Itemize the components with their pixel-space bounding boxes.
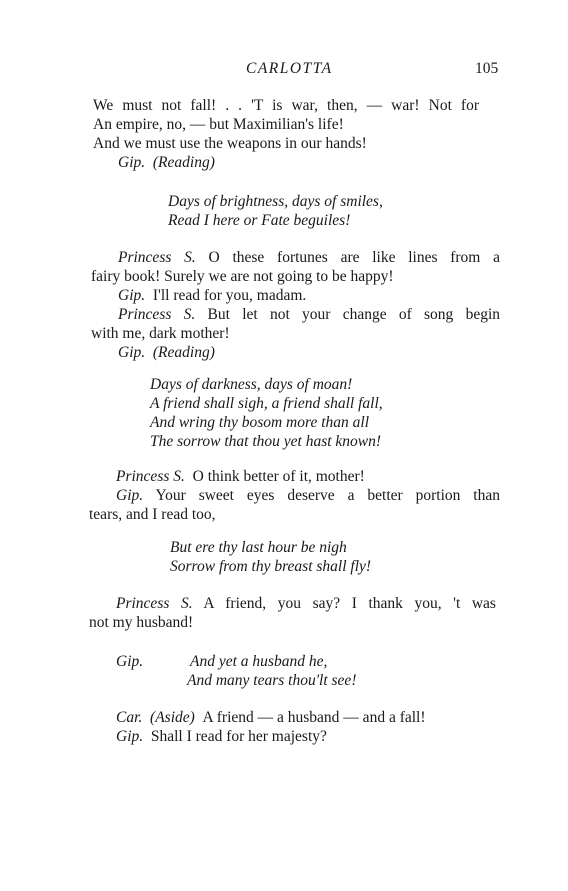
verse-line: An empire, no, — but Maximilian's life! — [93, 116, 344, 133]
verse-line: We must not fall! . . 'T is war, then, — war! Not for — [93, 97, 479, 114]
speech-line — [118, 153, 215, 172]
speech-text: But let not your change of song begin — [207, 306, 501, 323]
speech-line: fairy book! Surely we are not going to be happy! — [91, 268, 394, 285]
song-line: The sorrow that thou yet hast known! — [150, 433, 382, 450]
song-line: And many tears thou'lt see! — [187, 672, 357, 689]
speaker-name: Gip. — [116, 728, 144, 745]
speech-line — [116, 486, 500, 505]
song-line: Days of darkness, days of moan! — [150, 376, 353, 393]
speech-line: tears, and I read too, — [89, 506, 216, 523]
speech-text: I'll read for you, madam. — [152, 287, 307, 304]
song-line: And yet a husband he, — [190, 653, 328, 670]
speaker-name: Princess S. — [116, 468, 185, 485]
speech-line — [116, 727, 327, 746]
song-line: But ere thy last hour be nigh — [170, 539, 347, 556]
speech-line — [116, 594, 496, 613]
speaker-name: Gip. — [116, 653, 144, 670]
speaker-name: Princess S. — [118, 306, 196, 323]
speech-line — [118, 286, 306, 305]
speech-text: A friend — a husband — and a fall! — [202, 709, 426, 726]
speaker-name: Gip. — [116, 487, 144, 504]
speech-text: A friend, you say? I thank you, 't was — [203, 595, 496, 612]
stage-direction: (Aside) — [150, 709, 195, 726]
speaker-name: Gip. — [118, 154, 146, 171]
speaker-name: Princess S. — [118, 249, 196, 266]
speech-text: Your sweet eyes deserve a better portion than — [155, 487, 500, 504]
song-line: Read I here or Fate beguiles! — [168, 212, 351, 229]
stage-direction: (Reading) — [152, 344, 215, 361]
speech-text: Shall I read for her majesty? — [150, 728, 327, 745]
speech-line — [118, 305, 500, 324]
speaker-name: Gip. — [118, 344, 146, 361]
song-line: And wring thy bosom more than all — [150, 414, 370, 431]
speech-text: O think better of it, mother! — [192, 468, 365, 485]
speech-line — [118, 343, 215, 362]
speech-line — [118, 248, 500, 267]
song-line: A friend shall sigh, a friend shall fall, — [150, 395, 383, 412]
song-line: Days of brightness, days of smiles, — [168, 193, 383, 210]
page-number: 105 — [475, 60, 499, 77]
speech-line — [116, 467, 365, 486]
speech-line — [116, 708, 426, 727]
speaker-name: Princess S. — [116, 595, 193, 612]
verse-line: And we must use the weapons in our hands! — [93, 135, 367, 152]
speech-line: with me, dark mother! — [91, 325, 230, 342]
song-line: Sorrow from thy breast shall fly! — [170, 558, 372, 575]
speech-text: O these fortunes are like lines from a — [208, 249, 500, 266]
speech-line: not my husband! — [89, 614, 194, 631]
running-title: CARLOTTA — [246, 60, 333, 77]
speaker-name: Car. — [116, 709, 143, 726]
stage-direction: (Reading) — [152, 154, 215, 171]
speaker-name: Gip. — [118, 287, 146, 304]
